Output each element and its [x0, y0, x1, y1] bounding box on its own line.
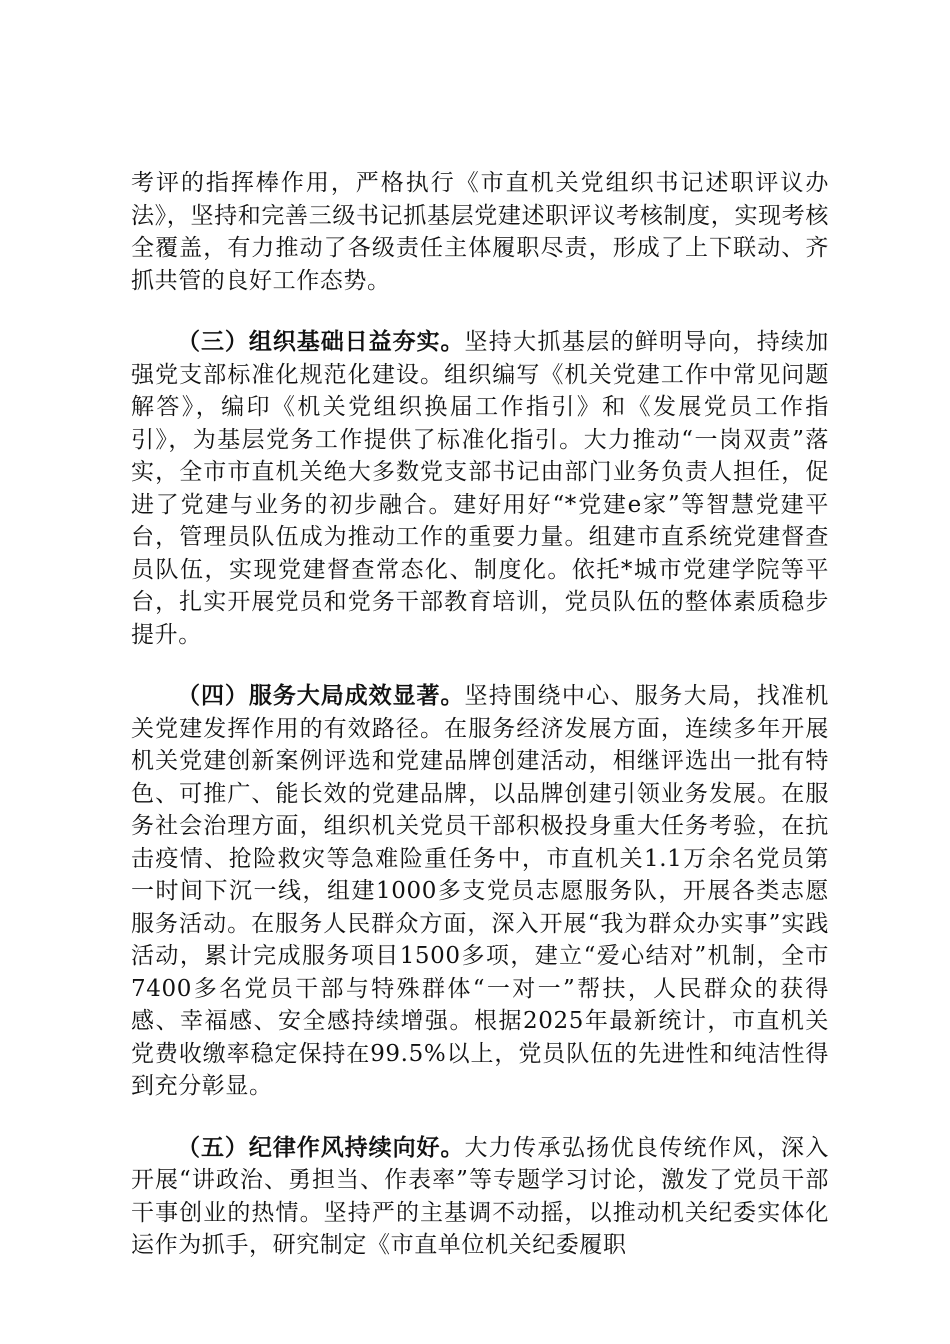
paragraph-text: 坚持大抓基层的鲜明导向，持续加强党支部标准化规范化建设。组织编写《机关党建工作中常见问题解答》，编印《机关党组织换届工作指引》和《发展党员工作指引》，为基层党务工作提供了标准化指引。大力推动“一岗双责”落实，全市市直机关绝大多数党支部书记由部门业务负责人担任，促进了党建与业务的初步融合。建好用好“*党建e家”等智慧党建平台，管理员队伍成为推动工作的重要力量。组建市直系统党建督查员队伍，实现党建督查常态化、制度化。依托*城市党建学院等平台，扎实开展党员和党务干部教育培训，党员队伍的整体素质稳步提升。	[131, 329, 830, 648]
paragraph-discipline-style	[131, 1132, 829, 1262]
paragraph-serving-overall	[131, 680, 829, 1103]
paragraph-heading: （三）组织基础日益夯实。	[177, 329, 465, 355]
paragraph-text: 考评的指挥棒作用，严格执行《市直机关党组织书记述职评议办法》，坚持和完善三级书记抓基层党建述职评议考核制度，实现考核全覆盖，有力推动了各级责任主体履职尽责，形成了上下联动、齐抓共管的良好工作态势。	[131, 170, 829, 294]
paragraph-heading: （五）纪律作风持续向好。	[177, 1134, 465, 1161]
paragraph-continuation	[131, 167, 829, 297]
paragraph-text: 大力传承弘扬优良传统作风，深入开展“讲政治、勇担当、作表率”等专题学习讨论，激发了党员干部干事创业的热情。坚持严的主基调不动摇，以推动机关纪委实体化运作为抓手，研究制定《市直单位机关纪委履职	[131, 1134, 830, 1258]
paragraph-heading: （四）服务大局成效显著。	[177, 683, 465, 709]
paragraph-organization-foundation	[131, 326, 829, 651]
paragraph-text: 坚持围绕中心、服务大局，找准机关党建发挥作用的有效路径。在服务经济发展方面，连续多年开展机关党建创新案例评选和党建品牌创建活动，相继评选出一批有特色、可推广、能长效的党建品牌，以品牌创建引领业务发展。在服务社会治理方面，组织机关党员干部积极投身重大任务考验，在抗击疫情、抢险救灾等急难险重任务中，市直机关1.1万余名党员第一时间下沉一线，组建1000多支党员志愿服务队，开展各类志愿服务活动。在服务人民群众方面，深入开展“我为群众办实事”实践活动，累计完成服务项目1500多项，建立“爱心结对”机制，全市7400多名党员干部与特殊群体“一对一”帮扶，人民群众的获得感、幸福感、安全感持续增强。根据2025年最新统计，市直机关党费收缴率稳定保持在99.5%以上，党员队伍的先进性和纯洁性得到充分彰显。	[131, 683, 830, 1099]
document-body	[131, 167, 829, 1291]
